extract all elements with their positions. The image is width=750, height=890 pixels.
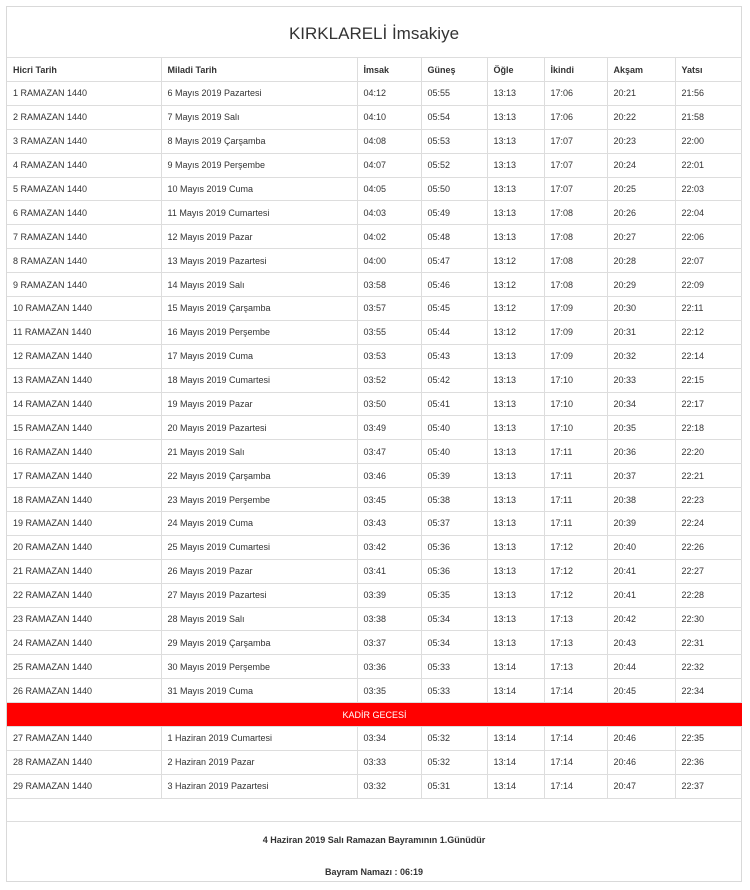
table-row xyxy=(7,225,742,249)
cell-aksam: 20:36 xyxy=(607,440,675,464)
cell-imsak: 04:08 xyxy=(357,129,421,153)
cell-gunes: 05:36 xyxy=(421,559,487,583)
cell-aksam: 20:45 xyxy=(607,679,675,703)
table-row xyxy=(7,583,742,607)
cell-hicri: 15 RAMAZAN 1440 xyxy=(7,416,161,440)
cell-ogle: 13:13 xyxy=(487,201,544,225)
cell-aksam: 20:27 xyxy=(607,225,675,249)
cell-gunes: 05:40 xyxy=(421,440,487,464)
cell-ogle: 13:13 xyxy=(487,583,544,607)
cell-ikindi: 17:06 xyxy=(544,105,607,129)
table-row xyxy=(7,679,742,703)
cell-gunes: 05:32 xyxy=(421,750,487,774)
table-row xyxy=(7,344,742,368)
cell-hicri: 14 RAMAZAN 1440 xyxy=(7,392,161,416)
cell-gunes: 05:53 xyxy=(421,129,487,153)
imsakiye-panel xyxy=(6,6,742,882)
cell-yatsi: 22:30 xyxy=(675,607,742,631)
cell-ikindi: 17:07 xyxy=(544,153,607,177)
cell-hicri: 3 RAMAZAN 1440 xyxy=(7,129,161,153)
cell-ogle: 13:13 xyxy=(487,607,544,631)
cell-imsak: 04:00 xyxy=(357,249,421,273)
cell-gunes: 05:55 xyxy=(421,82,487,106)
cell-hicri: 18 RAMAZAN 1440 xyxy=(7,488,161,512)
cell-gunes: 05:39 xyxy=(421,464,487,488)
cell-gunes: 05:37 xyxy=(421,512,487,536)
cell-miladi: 23 Mayıs 2019 Perşembe xyxy=(161,488,357,512)
cell-ikindi: 17:12 xyxy=(544,559,607,583)
cell-gunes: 05:33 xyxy=(421,679,487,703)
cell-yatsi: 22:32 xyxy=(675,655,742,679)
cell-ogle: 13:14 xyxy=(487,727,544,751)
cell-aksam: 20:26 xyxy=(607,201,675,225)
cell-ogle: 13:14 xyxy=(487,655,544,679)
cell-imsak: 03:46 xyxy=(357,464,421,488)
cell-miladi: 30 Mayıs 2019 Perşembe xyxy=(161,655,357,679)
cell-gunes: 05:38 xyxy=(421,488,487,512)
cell-yatsi: 22:01 xyxy=(675,153,742,177)
cell-aksam: 20:41 xyxy=(607,583,675,607)
cell-gunes: 05:45 xyxy=(421,297,487,321)
cell-imsak: 03:55 xyxy=(357,320,421,344)
cell-hicri: 24 RAMAZAN 1440 xyxy=(7,631,161,655)
cell-gunes: 05:52 xyxy=(421,153,487,177)
cell-gunes: 05:34 xyxy=(421,607,487,631)
cell-ogle: 13:13 xyxy=(487,344,544,368)
cell-gunes: 05:42 xyxy=(421,368,487,392)
column-header-aksam: Akşam xyxy=(607,58,675,82)
cell-ogle: 13:13 xyxy=(487,488,544,512)
cell-yatsi: 22:34 xyxy=(675,679,742,703)
cell-gunes: 05:41 xyxy=(421,392,487,416)
cell-ogle: 13:13 xyxy=(487,512,544,536)
cell-gunes: 05:54 xyxy=(421,105,487,129)
table-row xyxy=(7,416,742,440)
cell-aksam: 20:25 xyxy=(607,177,675,201)
cell-hicri: 25 RAMAZAN 1440 xyxy=(7,655,161,679)
table-row xyxy=(7,774,742,798)
cell-imsak: 03:43 xyxy=(357,512,421,536)
cell-gunes: 05:48 xyxy=(421,225,487,249)
cell-imsak: 03:34 xyxy=(357,727,421,751)
cell-hicri: 6 RAMAZAN 1440 xyxy=(7,201,161,225)
cell-ogle: 13:13 xyxy=(487,368,544,392)
cell-aksam: 20:43 xyxy=(607,631,675,655)
cell-imsak: 03:58 xyxy=(357,273,421,297)
cell-gunes: 05:43 xyxy=(421,344,487,368)
cell-yatsi: 22:04 xyxy=(675,201,742,225)
cell-yatsi: 22:03 xyxy=(675,177,742,201)
cell-yatsi: 22:23 xyxy=(675,488,742,512)
table-row xyxy=(7,631,742,655)
table-row xyxy=(7,727,742,751)
bayram-footer xyxy=(7,830,741,882)
cell-imsak: 04:10 xyxy=(357,105,421,129)
column-header-gunes: Güneş xyxy=(421,58,487,82)
cell-gunes: 05:46 xyxy=(421,273,487,297)
table-row xyxy=(7,201,742,225)
cell-ikindi: 17:08 xyxy=(544,249,607,273)
cell-yatsi: 21:58 xyxy=(675,105,742,129)
table-row xyxy=(7,82,742,106)
cell-ogle: 13:14 xyxy=(487,774,544,798)
column-header-ogle: Öğle xyxy=(487,58,544,82)
cell-yatsi: 22:24 xyxy=(675,512,742,536)
cell-hicri: 28 RAMAZAN 1440 xyxy=(7,750,161,774)
cell-hicri: 17 RAMAZAN 1440 xyxy=(7,464,161,488)
column-header-hicri: Hicri Tarih xyxy=(7,58,161,82)
cell-gunes: 05:34 xyxy=(421,631,487,655)
cell-ikindi: 17:10 xyxy=(544,392,607,416)
cell-hicri: 11 RAMAZAN 1440 xyxy=(7,320,161,344)
cell-miladi: 15 Mayıs 2019 Çarşamba xyxy=(161,297,357,321)
cell-aksam: 20:42 xyxy=(607,607,675,631)
cell-hicri: 16 RAMAZAN 1440 xyxy=(7,440,161,464)
table-row xyxy=(7,750,742,774)
cell-ikindi: 17:13 xyxy=(544,655,607,679)
cell-miladi: 31 Mayıs 2019 Cuma xyxy=(161,679,357,703)
table-row xyxy=(7,177,742,201)
cell-gunes: 05:40 xyxy=(421,416,487,440)
cell-ikindi: 17:14 xyxy=(544,679,607,703)
cell-imsak: 03:42 xyxy=(357,535,421,559)
cell-aksam: 20:34 xyxy=(607,392,675,416)
cell-imsak: 04:07 xyxy=(357,153,421,177)
cell-aksam: 20:23 xyxy=(607,129,675,153)
cell-imsak: 04:02 xyxy=(357,225,421,249)
cell-miladi: 19 Mayıs 2019 Pazar xyxy=(161,392,357,416)
cell-yatsi: 22:21 xyxy=(675,464,742,488)
cell-yatsi: 22:36 xyxy=(675,750,742,774)
cell-miladi: 12 Mayıs 2019 Pazar xyxy=(161,225,357,249)
cell-miladi: 24 Mayıs 2019 Cuma xyxy=(161,512,357,536)
table-bottom-spacer xyxy=(7,799,741,822)
cell-aksam: 20:22 xyxy=(607,105,675,129)
cell-miladi: 9 Mayıs 2019 Perşembe xyxy=(161,153,357,177)
cell-imsak: 03:33 xyxy=(357,750,421,774)
cell-ogle: 13:12 xyxy=(487,320,544,344)
table-row xyxy=(7,392,742,416)
cell-ikindi: 17:10 xyxy=(544,368,607,392)
column-header-ikindi: İkindi xyxy=(544,58,607,82)
cell-imsak: 03:57 xyxy=(357,297,421,321)
cell-aksam: 20:47 xyxy=(607,774,675,798)
cell-yatsi: 22:12 xyxy=(675,320,742,344)
cell-aksam: 20:29 xyxy=(607,273,675,297)
cell-imsak: 04:03 xyxy=(357,201,421,225)
cell-ogle: 13:12 xyxy=(487,249,544,273)
cell-ogle: 13:13 xyxy=(487,392,544,416)
cell-yatsi: 22:00 xyxy=(675,129,742,153)
cell-imsak: 03:32 xyxy=(357,774,421,798)
cell-hicri: 8 RAMAZAN 1440 xyxy=(7,249,161,273)
bayram-date-text: 4 Haziran 2019 Salı Ramazan Bayramının 1.Günüdür xyxy=(262,834,486,845)
cell-hicri: 29 RAMAZAN 1440 xyxy=(7,774,161,798)
cell-ogle: 13:12 xyxy=(487,273,544,297)
column-header-miladi: Miladi Tarih xyxy=(161,58,357,82)
cell-yatsi: 22:26 xyxy=(675,535,742,559)
cell-miladi: 25 Mayıs 2019 Cumartesi xyxy=(161,535,357,559)
cell-hicri: 22 RAMAZAN 1440 xyxy=(7,583,161,607)
table-row xyxy=(7,153,742,177)
cell-yatsi: 22:09 xyxy=(675,273,742,297)
page-title: KIRKLARELİ İmsakiye xyxy=(7,7,741,58)
cell-miladi: 13 Mayıs 2019 Pazartesi xyxy=(161,249,357,273)
cell-imsak: 04:12 xyxy=(357,82,421,106)
cell-miladi: 28 Mayıs 2019 Salı xyxy=(161,607,357,631)
cell-yatsi: 22:06 xyxy=(675,225,742,249)
cell-ogle: 13:13 xyxy=(487,535,544,559)
table-row xyxy=(7,297,742,321)
cell-hicri: 26 RAMAZAN 1440 xyxy=(7,679,161,703)
cell-yatsi: 22:14 xyxy=(675,344,742,368)
cell-imsak: 03:49 xyxy=(357,416,421,440)
table-row xyxy=(7,273,742,297)
cell-aksam: 20:30 xyxy=(607,297,675,321)
cell-ikindi: 17:07 xyxy=(544,177,607,201)
cell-gunes: 05:47 xyxy=(421,249,487,273)
cell-miladi: 16 Mayıs 2019 Perşembe xyxy=(161,320,357,344)
table-body-after xyxy=(7,727,742,799)
cell-ikindi: 17:06 xyxy=(544,82,607,106)
cell-yatsi: 22:17 xyxy=(675,392,742,416)
cell-ikindi: 17:09 xyxy=(544,297,607,321)
cell-miladi: 10 Mayıs 2019 Cuma xyxy=(161,177,357,201)
cell-hicri: 10 RAMAZAN 1440 xyxy=(7,297,161,321)
table-row xyxy=(7,129,742,153)
cell-aksam: 20:41 xyxy=(607,559,675,583)
cell-ogle: 13:13 xyxy=(487,177,544,201)
cell-ikindi: 17:14 xyxy=(544,727,607,751)
table-row xyxy=(7,655,742,679)
cell-miladi: 22 Mayıs 2019 Çarşamba xyxy=(161,464,357,488)
cell-ikindi: 17:10 xyxy=(544,416,607,440)
cell-imsak: 03:53 xyxy=(357,344,421,368)
cell-ogle: 13:14 xyxy=(487,750,544,774)
cell-miladi: 3 Haziran 2019 Pazartesi xyxy=(161,774,357,798)
cell-imsak: 03:47 xyxy=(357,440,421,464)
cell-ogle: 13:13 xyxy=(487,82,544,106)
cell-ikindi: 17:13 xyxy=(544,631,607,655)
imsakiye-table xyxy=(7,58,742,799)
table-row xyxy=(7,320,742,344)
table-header-row xyxy=(7,58,742,82)
cell-aksam: 20:21 xyxy=(607,82,675,106)
cell-miladi: 26 Mayıs 2019 Pazar xyxy=(161,559,357,583)
cell-miladi: 2 Haziran 2019 Pazar xyxy=(161,750,357,774)
cell-yatsi: 22:28 xyxy=(675,583,742,607)
cell-aksam: 20:37 xyxy=(607,464,675,488)
cell-yatsi: 22:37 xyxy=(675,774,742,798)
cell-hicri: 1 RAMAZAN 1440 xyxy=(7,82,161,106)
table-row xyxy=(7,607,742,631)
cell-yatsi: 22:27 xyxy=(675,559,742,583)
cell-ikindi: 17:14 xyxy=(544,750,607,774)
cell-aksam: 20:39 xyxy=(607,512,675,536)
cell-hicri: 7 RAMAZAN 1440 xyxy=(7,225,161,249)
cell-aksam: 20:35 xyxy=(607,416,675,440)
cell-ogle: 13:13 xyxy=(487,129,544,153)
cell-ikindi: 17:11 xyxy=(544,488,607,512)
table-row xyxy=(7,559,742,583)
cell-ogle: 13:13 xyxy=(487,416,544,440)
cell-imsak: 03:36 xyxy=(357,655,421,679)
cell-miladi: 21 Mayıs 2019 Salı xyxy=(161,440,357,464)
cell-ikindi: 17:13 xyxy=(544,607,607,631)
cell-miladi: 8 Mayıs 2019 Çarşamba xyxy=(161,129,357,153)
cell-ogle: 13:12 xyxy=(487,297,544,321)
cell-ikindi: 17:09 xyxy=(544,344,607,368)
cell-miladi: 20 Mayıs 2019 Pazartesi xyxy=(161,416,357,440)
cell-yatsi: 21:56 xyxy=(675,82,742,106)
cell-ogle: 13:13 xyxy=(487,440,544,464)
cell-hicri: 20 RAMAZAN 1440 xyxy=(7,535,161,559)
cell-imsak: 03:38 xyxy=(357,607,421,631)
cell-ogle: 13:13 xyxy=(487,153,544,177)
table-row xyxy=(7,535,742,559)
cell-ogle: 13:13 xyxy=(487,631,544,655)
cell-aksam: 20:46 xyxy=(607,750,675,774)
table-row xyxy=(7,105,742,129)
cell-hicri: 9 RAMAZAN 1440 xyxy=(7,273,161,297)
table-row xyxy=(7,488,742,512)
cell-ikindi: 17:12 xyxy=(544,583,607,607)
cell-miladi: 18 Mayıs 2019 Cumartesi xyxy=(161,368,357,392)
cell-hicri: 27 RAMAZAN 1440 xyxy=(7,727,161,751)
cell-imsak: 04:05 xyxy=(357,177,421,201)
cell-yatsi: 22:20 xyxy=(675,440,742,464)
cell-ikindi: 17:12 xyxy=(544,535,607,559)
cell-yatsi: 22:07 xyxy=(675,249,742,273)
cell-aksam: 20:44 xyxy=(607,655,675,679)
cell-miladi: 29 Mayıs 2019 Çarşamba xyxy=(161,631,357,655)
cell-imsak: 03:50 xyxy=(357,392,421,416)
table-body-before xyxy=(7,82,742,703)
cell-yatsi: 22:18 xyxy=(675,416,742,440)
cell-aksam: 20:31 xyxy=(607,320,675,344)
cell-aksam: 20:40 xyxy=(607,535,675,559)
cell-aksam: 20:32 xyxy=(607,344,675,368)
cell-hicri: 23 RAMAZAN 1440 xyxy=(7,607,161,631)
bayram-namazi-text: Bayram Namazı : 06:19 xyxy=(324,866,424,877)
cell-imsak: 03:52 xyxy=(357,368,421,392)
cell-gunes: 05:33 xyxy=(421,655,487,679)
cell-ikindi: 17:09 xyxy=(544,320,607,344)
cell-hicri: 12 RAMAZAN 1440 xyxy=(7,344,161,368)
cell-ogle: 13:13 xyxy=(487,464,544,488)
cell-miladi: 14 Mayıs 2019 Salı xyxy=(161,273,357,297)
cell-aksam: 20:33 xyxy=(607,368,675,392)
cell-imsak: 03:45 xyxy=(357,488,421,512)
cell-gunes: 05:35 xyxy=(421,583,487,607)
cell-imsak: 03:39 xyxy=(357,583,421,607)
cell-miladi: 27 Mayıs 2019 Pazartesi xyxy=(161,583,357,607)
cell-gunes: 05:36 xyxy=(421,535,487,559)
table-row xyxy=(7,464,742,488)
cell-ogle: 13:14 xyxy=(487,679,544,703)
cell-gunes: 05:50 xyxy=(421,177,487,201)
cell-aksam: 20:38 xyxy=(607,488,675,512)
cell-yatsi: 22:11 xyxy=(675,297,742,321)
cell-ikindi: 17:11 xyxy=(544,512,607,536)
cell-aksam: 20:28 xyxy=(607,249,675,273)
cell-ikindi: 17:11 xyxy=(544,464,607,488)
cell-ikindi: 17:08 xyxy=(544,273,607,297)
column-header-yatsi: Yatsı xyxy=(675,58,742,82)
cell-yatsi: 22:35 xyxy=(675,727,742,751)
table-row xyxy=(7,512,742,536)
table-row xyxy=(7,249,742,273)
cell-ikindi: 17:07 xyxy=(544,129,607,153)
cell-gunes: 05:49 xyxy=(421,201,487,225)
table-row xyxy=(7,440,742,464)
cell-miladi: 7 Mayıs 2019 Salı xyxy=(161,105,357,129)
cell-ogle: 13:13 xyxy=(487,225,544,249)
cell-ikindi: 17:08 xyxy=(544,225,607,249)
cell-miladi: 17 Mayıs 2019 Cuma xyxy=(161,344,357,368)
cell-hicri: 5 RAMAZAN 1440 xyxy=(7,177,161,201)
cell-miladi: 6 Mayıs 2019 Pazartesi xyxy=(161,82,357,106)
cell-aksam: 20:46 xyxy=(607,727,675,751)
cell-aksam: 20:24 xyxy=(607,153,675,177)
cell-ikindi: 17:08 xyxy=(544,201,607,225)
column-header-imsak: İmsak xyxy=(357,58,421,82)
cell-hicri: 4 RAMAZAN 1440 xyxy=(7,153,161,177)
cell-imsak: 03:37 xyxy=(357,631,421,655)
cell-miladi: 1 Haziran 2019 Cumartesi xyxy=(161,727,357,751)
cell-ikindi: 17:11 xyxy=(544,440,607,464)
cell-ikindi: 17:14 xyxy=(544,774,607,798)
cell-yatsi: 22:15 xyxy=(675,368,742,392)
cell-hicri: 19 RAMAZAN 1440 xyxy=(7,512,161,536)
cell-gunes: 05:31 xyxy=(421,774,487,798)
cell-miladi: 11 Mayıs 2019 Cumartesi xyxy=(161,201,357,225)
cell-ogle: 13:13 xyxy=(487,559,544,583)
cell-ogle: 13:13 xyxy=(487,105,544,129)
cell-imsak: 03:35 xyxy=(357,679,421,703)
cell-imsak: 03:41 xyxy=(357,559,421,583)
cell-gunes: 05:44 xyxy=(421,320,487,344)
cell-hicri: 2 RAMAZAN 1440 xyxy=(7,105,161,129)
cell-gunes: 05:32 xyxy=(421,727,487,751)
cell-yatsi: 22:31 xyxy=(675,631,742,655)
cell-hicri: 13 RAMAZAN 1440 xyxy=(7,368,161,392)
table-row xyxy=(7,368,742,392)
kadir-section xyxy=(7,703,742,727)
kadir-gecesi-row xyxy=(7,703,742,727)
cell-hicri: 21 RAMAZAN 1440 xyxy=(7,559,161,583)
kadir-gecesi-label: KADİR GECESİ xyxy=(7,703,742,727)
